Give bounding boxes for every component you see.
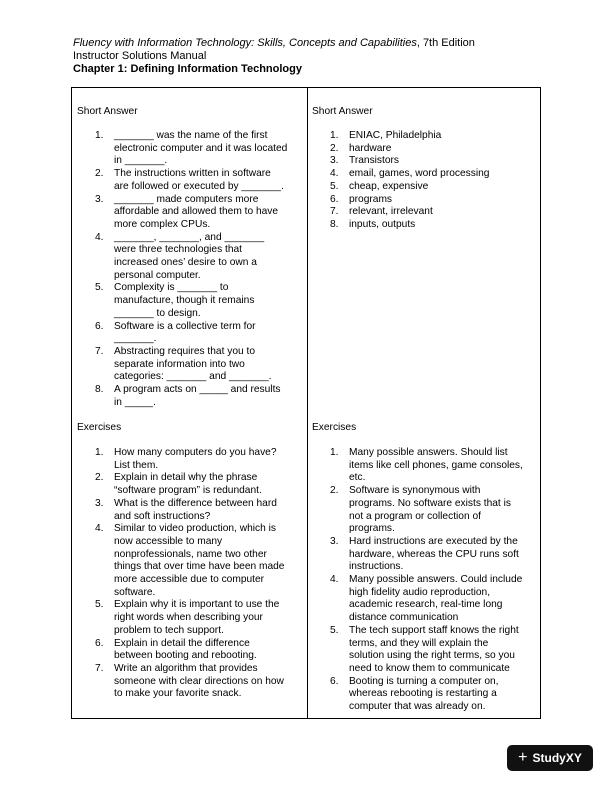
item-text-line: software. — [114, 586, 156, 598]
studyxy-logo[interactable] — [507, 745, 593, 771]
item-text-line: _______ to design. — [114, 307, 201, 319]
item-text-line: Abstracting requires that you to — [114, 345, 256, 357]
item-text-line: programs. — [349, 523, 395, 535]
short-answer-answers-heading: Short Answer — [312, 106, 373, 117]
item-text-line: affordable and allowed them to have — [114, 206, 279, 218]
item-text-line: whereas rebooting is restarting a — [349, 688, 497, 700]
item-text-line: Hard instructions are executed by the — [349, 535, 518, 547]
item-number: 5. — [95, 282, 104, 294]
column-divider — [307, 88, 308, 718]
item-text-line: Similar to video production, which is — [114, 523, 276, 535]
item-number: 4. — [330, 574, 339, 586]
item-number: 2. — [330, 485, 339, 497]
item-text-line: in _______. — [114, 155, 168, 167]
item-text-line: Explain why it is important to use the — [114, 599, 280, 611]
exercise-answers-heading: Exercises — [312, 422, 357, 433]
exercise-questions — [77, 447, 284, 701]
list-item — [312, 168, 489, 181]
item-text-line: things that over time have been made — [114, 561, 285, 573]
list-item — [77, 663, 284, 701]
logo-text: StudyXY — [532, 751, 582, 765]
item-number: 4. — [95, 523, 104, 535]
list-item — [312, 625, 523, 676]
item-text-line: in _____. — [114, 396, 156, 408]
item-text-line: email, games, word processing — [349, 168, 490, 180]
item-text-line: etc. — [349, 472, 366, 484]
item-number: 2. — [330, 142, 339, 154]
item-text-line: _______ made computers more — [114, 193, 259, 205]
item-text-line: programs. No software exists that is — [349, 497, 511, 509]
item-number: 5. — [330, 624, 339, 636]
item-text-line: Transistors — [349, 155, 400, 167]
item-number: 6. — [330, 675, 339, 687]
item-text-line: Many possible answers. Could include — [349, 574, 523, 586]
item-number: 4. — [330, 168, 339, 180]
item-text-line: not a program or collection of — [349, 510, 481, 522]
item-text-line: instructions. — [349, 561, 404, 573]
list-item — [77, 384, 287, 409]
item-number: 1. — [95, 447, 104, 458]
item-number: 3. — [95, 497, 104, 509]
list-item — [312, 206, 489, 219]
item-number: 1. — [330, 130, 339, 141]
item-number: 6. — [95, 637, 104, 649]
item-number: 5. — [95, 599, 104, 611]
item-text-line: cheap, expensive — [349, 180, 429, 192]
item-text-line: relevant, irrelevant — [349, 206, 433, 218]
item-number: 5. — [330, 180, 339, 192]
item-text-line: are followed or executed by _______. — [114, 180, 284, 192]
item-text-line: ENIAC, Philadelphia — [349, 130, 442, 141]
item-text-line: computer that was already on. — [349, 701, 486, 713]
item-number: 1. — [330, 447, 339, 458]
item-text-line: more accessible due to computer — [114, 574, 265, 586]
chapter-title: Chapter 1: Defining Information Technology — [73, 63, 302, 75]
list-item — [312, 536, 523, 574]
item-text-line: and soft instructions? — [114, 510, 211, 522]
item-text-line: nonprofessionals, name two other — [114, 548, 267, 560]
item-text-line: someone with clear directions on how — [114, 675, 284, 687]
item-text-line: problem to tech support. — [114, 624, 224, 636]
list-item — [77, 498, 284, 523]
item-text-line: more complex CPUs. — [114, 218, 211, 230]
list-item — [312, 574, 523, 625]
list-item — [312, 485, 523, 536]
item-text-line: programs — [349, 193, 393, 205]
list-item — [77, 321, 287, 346]
item-text-line: Explain in detail the difference — [114, 637, 250, 649]
item-text-line: Many possible answers. Should list — [349, 447, 508, 458]
list-item — [77, 447, 284, 472]
list-item — [77, 130, 287, 168]
list-item — [77, 523, 284, 599]
item-text-line: terms, and they will explain the — [349, 637, 489, 649]
list-item — [77, 599, 284, 637]
list-item — [312, 181, 489, 194]
item-text-line: items like cell phones, game consoles, — [349, 459, 523, 471]
list-item — [77, 638, 284, 663]
item-text-line: hardware, whereas the CPU runs soft — [349, 548, 519, 560]
item-text-line: increased ones’ desire to own a — [114, 257, 257, 269]
exercise-answers — [312, 447, 523, 714]
item-number: 1. — [95, 130, 104, 141]
item-text-line: now accessible to many — [114, 535, 223, 547]
item-text-line: _______, _______, and _______ — [114, 231, 265, 243]
item-text-line: need to know them to communicate — [349, 662, 510, 674]
item-number: 4. — [95, 231, 104, 243]
plus-icon: + — [518, 749, 528, 766]
list-item — [312, 143, 489, 156]
list-item — [312, 130, 489, 143]
item-number: 8. — [95, 384, 104, 396]
item-number: 2. — [95, 472, 104, 484]
book-title: Fluency with Information Technology: Skills, Concepts and Capabilities — [73, 37, 417, 49]
short-answer-heading: Short Answer — [77, 106, 138, 117]
item-text-line: inputs, outputs — [349, 218, 416, 230]
item-text-line: high fidelity audio reproduction, — [349, 586, 491, 598]
item-text-line: _______ was the name of the first — [114, 130, 268, 141]
item-text-line: categories: _______ and _______. — [114, 371, 272, 383]
item-text-line: Complexity is _______ to — [114, 282, 229, 294]
list-item — [312, 155, 489, 168]
item-number: 7. — [95, 662, 104, 674]
item-text-line: separate information into two — [114, 358, 245, 370]
short-answer-questions — [77, 130, 287, 409]
list-item — [77, 472, 284, 497]
item-number: 7. — [330, 206, 339, 218]
list-item — [312, 447, 523, 485]
edition: , 7th Edition — [416, 37, 475, 49]
list-item — [77, 232, 287, 283]
item-text-line: What is the difference between hard — [114, 497, 277, 509]
item-text-line: A program acts on _____ and results — [114, 384, 281, 396]
item-text-line: personal computer. — [114, 269, 201, 281]
qa-table — [71, 87, 541, 719]
item-text-line: “software program” is redundant. — [114, 485, 262, 497]
item-text-line: Write an algorithm that provides — [114, 662, 258, 674]
item-text-line: How many computers do you have? — [114, 447, 277, 458]
item-number: 3. — [95, 193, 104, 205]
item-text-line: The instructions written in software — [114, 168, 271, 180]
short-answer-answers — [312, 130, 489, 232]
list-item — [77, 282, 287, 320]
exercises-heading: Exercises — [77, 422, 122, 433]
item-text-line: right words when describing your — [114, 612, 263, 624]
item-text-line: between booting and rebooting. — [114, 650, 257, 662]
item-text-line: were three technologies that — [114, 244, 242, 256]
item-text-line: Software is a collective term for — [114, 320, 256, 332]
item-text-line: distance communication — [349, 612, 459, 624]
item-text-line: solution using the right terms, so you — [349, 650, 515, 662]
item-text-line: to make your favorite snack. — [114, 688, 242, 700]
item-number: 2. — [95, 168, 104, 180]
list-item — [312, 219, 489, 232]
item-number: 3. — [330, 535, 339, 547]
item-text-line: academic research, real-time long — [349, 599, 503, 611]
manual-title: Instructor Solutions Manual — [73, 50, 207, 62]
item-number: 6. — [330, 193, 339, 205]
list-item — [312, 676, 523, 714]
list-item — [77, 168, 287, 193]
item-number: 7. — [95, 345, 104, 357]
document-header — [73, 37, 475, 76]
book-title-line — [73, 37, 475, 50]
item-text-line: The tech support staff knows the right — [349, 624, 519, 636]
item-number: 3. — [330, 155, 339, 167]
item-number: 8. — [330, 218, 339, 230]
list-item — [312, 194, 489, 207]
item-text-line: manufacture, though it remains — [114, 295, 255, 307]
item-text-line: electronic computer and it was located — [114, 142, 288, 154]
item-text-line: Booting is turning a computer on, — [349, 675, 499, 687]
item-text-line: hardware — [349, 142, 392, 154]
list-item — [77, 194, 287, 232]
item-text-line: Software is synonymous with — [349, 485, 481, 497]
item-number: 6. — [95, 320, 104, 332]
item-text-line: _______. — [114, 333, 157, 345]
item-text-line: List them. — [114, 459, 159, 471]
list-item — [77, 346, 287, 384]
item-text-line: Explain in detail why the phrase — [114, 472, 258, 484]
